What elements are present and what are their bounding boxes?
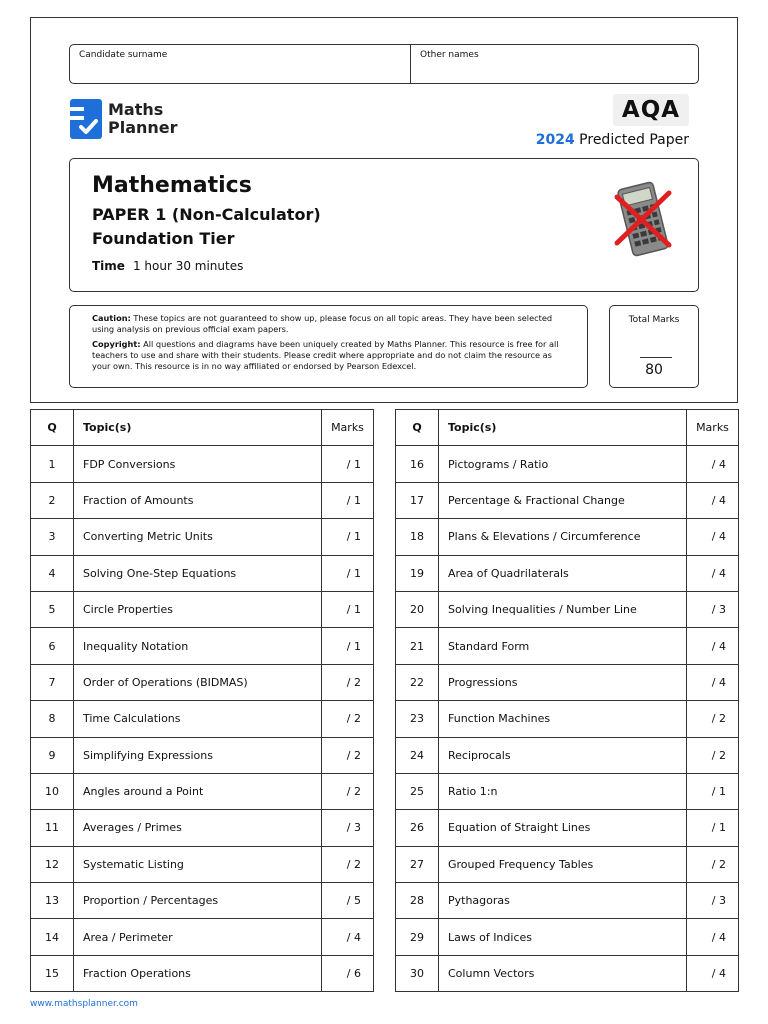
header-topics: Topic(s) (74, 410, 322, 446)
caution-notice (69, 305, 588, 388)
table-row (31, 664, 374, 700)
other-names-label: Other names (420, 50, 479, 60)
question-number: 28 (396, 883, 439, 919)
question-marks: / 1 (687, 773, 739, 809)
question-number: 23 (396, 701, 439, 737)
question-topic: Function Machines (439, 701, 687, 737)
table-row (31, 628, 374, 664)
table-row (396, 519, 739, 555)
question-topic: Circle Properties (74, 591, 322, 627)
no-calculator-icon (611, 179, 676, 259)
question-topic: Inequality Notation (74, 628, 322, 664)
table-row (396, 555, 739, 591)
question-topic: Plans & Elevations / Circumference (439, 519, 687, 555)
question-number: 26 (396, 810, 439, 846)
total-marks-value: 80 (645, 362, 663, 378)
maths-planner-logo-icon (70, 99, 102, 139)
question-topic: Angles around a Point (74, 773, 322, 809)
candidate-name-box (69, 44, 699, 84)
question-marks: / 1 (322, 628, 374, 664)
question-marks: / 1 (322, 591, 374, 627)
question-marks: / 4 (687, 664, 739, 700)
question-number: 7 (31, 664, 74, 700)
table-row (396, 919, 739, 955)
caution-label: Caution: (92, 313, 131, 323)
copyright-text: All questions and diagrams have been uniquely created by Maths Planner. This resource is free for all teachers to use and share with their students. Please credit where appropriate and do not claim the resource as your own. This resource is in no way affiliated or endorsed by Pearson Edexcel. (92, 339, 559, 371)
question-number: 6 (31, 628, 74, 664)
header-q: Q (31, 410, 74, 446)
question-marks: / 2 (322, 773, 374, 809)
question-number: 21 (396, 628, 439, 664)
table-row (396, 664, 739, 700)
table-row (396, 846, 739, 882)
question-topic: Laws of Indices (439, 919, 687, 955)
table-row (396, 883, 739, 919)
question-topic: Averages / Primes (74, 810, 322, 846)
tier-name: Foundation Tier (92, 229, 235, 248)
caution-text: These topics are not guaranteed to show up, please focus on all topic areas. They have been selected using analysis on previous official exam papers. (92, 313, 553, 334)
table-row (396, 810, 739, 846)
question-marks: / 2 (322, 846, 374, 882)
question-number: 15 (31, 955, 74, 991)
question-topic: Solving Inequalities / Number Line (439, 591, 687, 627)
table-row (31, 519, 374, 555)
copyright-paragraph (92, 339, 567, 372)
question-topic: Systematic Listing (74, 846, 322, 882)
table-row (396, 955, 739, 991)
question-marks: / 5 (322, 883, 374, 919)
header-marks: Marks (322, 410, 374, 446)
question-number: 25 (396, 773, 439, 809)
header-q: Q (396, 410, 439, 446)
footer-website-link[interactable]: www.mathsplanner.com (30, 999, 138, 1009)
table-row (31, 810, 374, 846)
question-marks: / 2 (687, 846, 739, 882)
question-number: 29 (396, 919, 439, 955)
question-marks: / 1 (322, 446, 374, 482)
question-topic: Fraction Operations (74, 955, 322, 991)
table-row (31, 883, 374, 919)
table-row (31, 482, 374, 518)
question-marks: / 4 (687, 482, 739, 518)
candidate-surname-label: Candidate surname (79, 50, 168, 60)
question-topic: FDP Conversions (74, 446, 322, 482)
question-marks: / 1 (322, 482, 374, 518)
question-topic: Standard Form (439, 628, 687, 664)
table-row (396, 737, 739, 773)
question-topic: Area of Quadrilaterals (439, 555, 687, 591)
other-names-field[interactable] (411, 45, 488, 83)
question-number: 27 (396, 846, 439, 882)
question-number: 13 (31, 883, 74, 919)
question-table-right (395, 409, 739, 992)
question-number: 10 (31, 773, 74, 809)
table-row (31, 955, 374, 991)
table-row (396, 591, 739, 627)
question-table-left (30, 409, 374, 992)
question-marks: / 3 (687, 883, 739, 919)
candidate-surname-field[interactable] (70, 45, 411, 83)
total-marks-box (609, 305, 699, 388)
question-number: 11 (31, 810, 74, 846)
question-topic: Solving One-Step Equations (74, 555, 322, 591)
caution-paragraph (92, 313, 567, 335)
predicted-paper-label (536, 132, 689, 148)
question-number: 24 (396, 737, 439, 773)
question-topic: Pictograms / Ratio (439, 446, 687, 482)
subject-title: Mathematics (92, 173, 252, 198)
question-number: 5 (31, 591, 74, 627)
question-number: 4 (31, 555, 74, 591)
question-marks: / 1 (322, 519, 374, 555)
question-marks: / 6 (322, 955, 374, 991)
question-number: 22 (396, 664, 439, 700)
question-topic: Simplifying Expressions (74, 737, 322, 773)
question-topic: Column Vectors (439, 955, 687, 991)
copyright-label: Copyright: (92, 339, 141, 349)
table-row (31, 919, 374, 955)
question-marks: / 2 (687, 701, 739, 737)
logo-text-line2: Planner (108, 118, 178, 137)
predicted-text: Predicted Paper (579, 132, 689, 148)
exam-board-badge: AQA (613, 94, 689, 126)
question-number: 17 (396, 482, 439, 518)
table-row (31, 555, 374, 591)
question-topic: Area / Perimeter (74, 919, 322, 955)
question-topic: Grouped Frequency Tables (439, 846, 687, 882)
question-number: 30 (396, 955, 439, 991)
time-value: 1 hour 30 minutes (132, 259, 244, 273)
question-topic: Converting Metric Units (74, 519, 322, 555)
question-marks: / 4 (687, 955, 739, 991)
header-marks: Marks (687, 410, 739, 446)
question-number: 9 (31, 737, 74, 773)
question-topic: Pythagoras (439, 883, 687, 919)
question-marks: / 2 (322, 664, 374, 700)
question-marks: / 2 (322, 701, 374, 737)
question-marks: / 4 (687, 628, 739, 664)
table-row (31, 591, 374, 627)
predicted-year: 2024 (535, 132, 575, 148)
question-marks: / 1 (322, 555, 374, 591)
table-header-row (396, 410, 739, 446)
paper-title-box (69, 158, 699, 292)
table-row (396, 628, 739, 664)
question-marks: / 4 (322, 919, 374, 955)
question-marks: / 3 (687, 591, 739, 627)
question-number: 14 (31, 919, 74, 955)
total-marks-divider (640, 357, 672, 358)
question-topic: Fraction of Amounts (74, 482, 322, 518)
question-number: 1 (31, 446, 74, 482)
table-row (31, 446, 374, 482)
question-marks: / 2 (687, 737, 739, 773)
question-number: 8 (31, 701, 74, 737)
question-topic: Reciprocals (439, 737, 687, 773)
question-number: 2 (31, 482, 74, 518)
table-row (396, 446, 739, 482)
table-row (396, 482, 739, 518)
question-marks: / 2 (322, 737, 374, 773)
question-topic: Order of Operations (BIDMAS) (74, 664, 322, 700)
question-topic: Ratio 1:n (439, 773, 687, 809)
question-number: 19 (396, 555, 439, 591)
question-number: 16 (396, 446, 439, 482)
time-label: Time (92, 259, 125, 273)
paper-name: PAPER 1 (Non-Calculator) (92, 205, 321, 224)
header-topics: Topic(s) (439, 410, 687, 446)
maths-planner-logo (70, 99, 178, 139)
question-marks: / 4 (687, 919, 739, 955)
question-number: 20 (396, 591, 439, 627)
question-topic: Progressions (439, 664, 687, 700)
question-number: 18 (396, 519, 439, 555)
question-topic: Percentage & Fractional Change (439, 482, 687, 518)
question-topic: Equation of Straight Lines (439, 810, 687, 846)
question-topic: Time Calculations (74, 701, 322, 737)
question-marks: / 4 (687, 555, 739, 591)
logo-text-line1: Maths (108, 100, 164, 119)
question-marks: / 4 (687, 446, 739, 482)
question-marks: / 4 (687, 519, 739, 555)
table-row (31, 846, 374, 882)
table-row (396, 701, 739, 737)
table-row (396, 773, 739, 809)
table-row (31, 737, 374, 773)
time-row (92, 259, 243, 273)
table-header-row (31, 410, 374, 446)
table-row (31, 773, 374, 809)
total-marks-label: Total Marks (628, 315, 680, 325)
question-number: 12 (31, 846, 74, 882)
question-topic: Proportion / Percentages (74, 883, 322, 919)
table-row (31, 701, 374, 737)
question-marks: / 3 (322, 810, 374, 846)
question-number: 3 (31, 519, 74, 555)
question-marks: / 1 (687, 810, 739, 846)
